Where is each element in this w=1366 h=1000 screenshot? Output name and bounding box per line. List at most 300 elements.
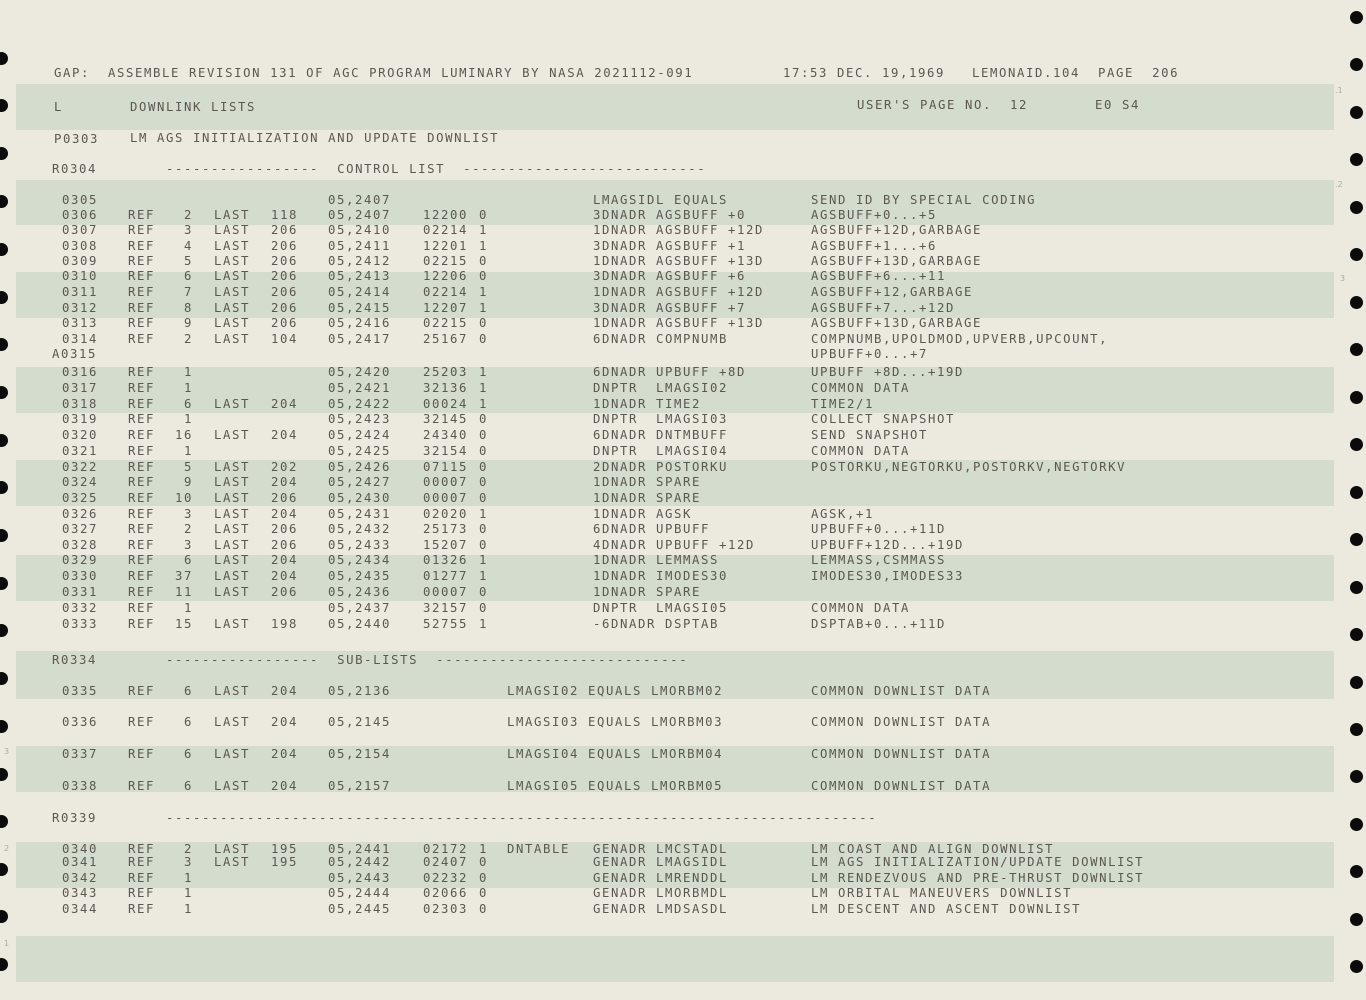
feed-hole [1350,723,1363,736]
table-row-c3: 1 [183,902,193,916]
table-row-c4: LAST [214,855,251,869]
edge-mark: .2 [1335,180,1343,189]
listing-row-c3: 15 [174,617,193,631]
sub-list-c5: 204 [270,747,298,761]
listing-row-c3: 1 [183,601,193,615]
feed-hole [1350,865,1363,878]
sub-list-c2: REF [128,684,156,698]
listing-row-f: 0 [479,316,489,330]
sub-list-addr: 05,2157 [328,779,392,793]
listing-row-addr: 05,2407 [328,193,392,207]
listing-row-f: 1 [479,239,489,253]
listing-row-code: 01326 [423,553,469,567]
listing-row-comment: COMMON DATA [811,601,911,615]
listing-row-code: 32154 [423,444,469,458]
listing-row-instr: 6DNADR COMPNUMB [593,332,729,346]
table-row-c3: 1 [183,886,193,900]
listing-row-f: 1 [479,381,489,395]
sub-list-line: 0338 [62,779,99,793]
sub-list-c2: REF [128,715,156,729]
table-row-instr: GENADR LMORBMDL [593,886,729,900]
listing-row-c5: 198 [270,617,298,631]
listing-row-c5: 204 [270,553,298,567]
sub-list-c3: 6 [183,684,193,698]
sub-list-instr: LMAGSI04 EQUALS LMORBM04 [507,747,724,761]
listing-row-c4: LAST [214,585,251,599]
table-row-code: 02407 [423,855,469,869]
listing-row-code: 25167 [423,332,469,346]
sub-list-c3: 6 [183,747,193,761]
listing-row-code: 12207 [423,301,469,315]
listing-row-instr: 1DNADR SPARE [593,585,702,599]
listing-row-c4: LAST [214,491,251,505]
listing-row-comment: COMMON DATA [811,444,911,458]
listing-row-c3: 16 [174,428,193,442]
listing-row-c3: 1 [183,381,193,395]
listing-row-c3: 8 [183,301,193,315]
listing-row-c2: REF [128,397,156,411]
feed-hole [1350,106,1363,119]
listing-row-c2: REF [128,538,156,552]
listing-row-f: 1 [479,617,489,631]
listing-row-addr: 05,2430 [328,491,392,505]
table-row-c2: REF [128,871,156,885]
sub-list-addr: 05,2136 [328,684,392,698]
listing-row-instr: 4DNADR UPBUFF +12D [593,538,756,552]
listing-row-line: 0329 [62,553,99,567]
listing-row-code: 24340 [423,428,469,442]
control-list-divider: ----------------- CONTROL LIST --------------------------- [166,162,707,176]
feed-hole [1350,248,1363,261]
listing-row-comment: COLLECT SNAPSHOT [811,412,956,426]
feed-hole [1350,676,1363,689]
feed-hole [1350,486,1363,499]
listing-row-c3: 6 [183,553,193,567]
sub-list-c5: 204 [270,684,298,698]
feed-hole [0,338,8,351]
table-row-c5: 195 [270,842,298,856]
table-row-line: 0344 [62,902,99,916]
listing-row-c4: LAST [214,460,251,474]
table-row-c3: 3 [183,855,193,869]
listing-row-instr: 1DNADR AGSBUFF +13D [593,316,765,330]
listing-row-addr: 05,2431 [328,507,392,521]
listing-row-line: 0305 [62,193,99,207]
feed-hole [0,863,8,876]
table-row-label: DNTABLE [507,842,571,856]
table-row-line: 0340 [62,842,99,856]
listing-row-f: 1 [479,397,489,411]
listing-row-code: 12200 [423,208,469,222]
listing-row-c4: LAST [214,316,251,330]
table-row-f: 0 [479,871,489,885]
listing-row-addr: 05,2407 [328,208,392,222]
listing-row-code: 00007 [423,585,469,599]
listing-row-code: 12201 [423,239,469,253]
sub-list-c2: REF [128,779,156,793]
listing-row-line: 0319 [62,412,99,426]
sub-list-c4: LAST [214,747,251,761]
listing-row-addr: 05,2414 [328,285,392,299]
listing-row-comment: LEMMASS,CSMMASS [811,553,947,567]
listing-row-c5: 206 [270,491,298,505]
table-row-c2: REF [128,886,156,900]
listing-row-c3: 9 [183,316,193,330]
listing-row-c5: 118 [270,208,298,222]
table-row-comment: LM DESCENT AND ASCENT DOWNLIST [811,902,1082,916]
sub-list-line: 0337 [62,747,99,761]
r0339-divider: ------------------------------------------------------------------------------- [166,811,878,825]
listing-row-addr: 05,2423 [328,412,392,426]
listing-row-comment: SEND SNAPSHOT [811,428,929,442]
listing-row-f: 0 [479,475,489,489]
listing-row-c4: LAST [214,285,251,299]
page-title: LEMONAID.104 PAGE 206 [972,66,1180,80]
listing-row-c3: 1 [183,365,193,379]
feed-hole [0,99,8,112]
listing-row-comment: COMPNUMB,UPOLDMOD,UPVERB,UPCOUNT, [811,332,1109,346]
listing-row-line: 0312 [62,301,99,315]
listing-row-comment: UPBUFF+0...+7 [811,347,929,361]
listing-row-f: 0 [479,208,489,222]
listing-row-comment: AGSBUFF+7...+12D [811,301,956,315]
listing-row-addr: 05,2420 [328,365,392,379]
table-row-code: 02066 [423,886,469,900]
listing-row-f: 0 [479,332,489,346]
listing-row-c2: REF [128,601,156,615]
listing-row-line: 0316 [62,365,99,379]
listing-row-comment: TIME2/1 [811,397,875,411]
listing-row-line: 0313 [62,316,99,330]
listing-row-line: 0308 [62,239,99,253]
listing-row-c4: LAST [214,507,251,521]
sub-lists-divider: ----------------- SUB-LISTS ---------------------------- [166,653,689,667]
listing-row-instr: 1DNADR SPARE [593,475,702,489]
listing-row-instr: 6DNADR UPBUFF [593,522,711,536]
table-row-code: 02303 [423,902,469,916]
sub-list-line: 0335 [62,684,99,698]
sub-list-c5: 204 [270,779,298,793]
listing-row-code: 52755 [423,617,469,631]
sub-list-c4: LAST [214,779,251,793]
listing-row-f: 1 [479,365,489,379]
listing-row-line: A0315 [52,347,98,361]
listing-row-c2: REF [128,269,156,283]
listing-row-line: 0310 [62,269,99,283]
table-row-c5: 195 [270,855,298,869]
listing-row-c2: REF [128,412,156,426]
feed-hole [1350,913,1363,926]
listing-row-code: 02215 [423,254,469,268]
listing-row-addr: 05,2433 [328,538,392,552]
listing-row-c5: 202 [270,460,298,474]
listing-row-f: 0 [479,522,489,536]
listing-row-addr: 05,2427 [328,475,392,489]
table-row-code: 02232 [423,871,469,885]
listing-row-c2: REF [128,475,156,489]
listing-row-instr: 1DNADR AGSBUFF +13D [593,254,765,268]
feed-hole [1350,770,1363,783]
listing-row-instr: 1DNADR LEMMASS [593,553,720,567]
listing-row-f: 0 [479,601,489,615]
listing-row-code: 32145 [423,412,469,426]
listing-row-c2: REF [128,316,156,330]
feed-hole [1350,11,1363,24]
listing-row-comment: DSPTAB+0...+11D [811,617,947,631]
listing-row-addr: 05,2413 [328,269,392,283]
listing-row-code: 02214 [423,223,469,237]
sub-list-line: 0336 [62,715,99,729]
table-row-comment: LM ORBITAL MANEUVERS DOWNLIST [811,886,1073,900]
table-row-addr: 05,2445 [328,902,392,916]
table-row-c3: 1 [183,871,193,885]
feed-hole [1350,391,1363,404]
listing-row-code: 02214 [423,285,469,299]
listing-row-f: 1 [479,301,489,315]
listing-row-c2: REF [128,617,156,631]
feed-hole [1350,818,1363,831]
feed-hole [0,434,8,447]
listing-row-c2: REF [128,569,156,583]
edge-mark: 1 [4,939,10,948]
listing-row-c5: 206 [270,316,298,330]
table-row-addr: 05,2441 [328,842,392,856]
sub-list-addr: 05,2145 [328,715,392,729]
sub-list-c2: REF [128,747,156,761]
listing-row-instr: 1DNADR TIME2 [593,397,702,411]
listing-row-line: 0324 [62,475,99,489]
listing-row-comment: AGSBUFF+12,GARBAGE [811,285,974,299]
listing-row-c2: REF [128,254,156,268]
table-row-f: 0 [479,886,489,900]
listing-row-code: 02020 [423,507,469,521]
r0339-id: R0339 [52,811,98,825]
listing-row-code: 02215 [423,316,469,330]
listing-row-instr: DNPTR LMAGSI02 [593,381,729,395]
listing-row-code: 01277 [423,569,469,583]
sub-list-c3: 6 [183,779,193,793]
feed-hole [0,815,8,828]
listing-row-comment: AGSBUFF+6...+11 [811,269,947,283]
feed-hole [0,52,8,65]
listing-row-addr: 05,2417 [328,332,392,346]
sub-list-instr: LMAGSI05 EQUALS LMORBM05 [507,779,724,793]
listing-row-line: 0331 [62,585,99,599]
feed-hole [0,768,8,781]
sub-list-comment: COMMON DOWNLIST DATA [811,684,992,698]
listing-row-c4: LAST [214,397,251,411]
feed-hole [0,481,8,494]
listing-row-code: 15207 [423,538,469,552]
listing-row-comment: SEND ID BY SPECIAL CODING [811,193,1037,207]
table-row-line: 0341 [62,855,99,869]
listing-row-addr: 05,2416 [328,316,392,330]
listing-row-comment: AGSBUFF+0...+5 [811,208,938,222]
listing-row-comment: POSTORKU,NEGTORKU,POSTORKV,NEGTORKV [811,460,1127,474]
listing-row-comment: AGSBUFF+12D,GARBAGE [811,223,983,237]
listing-row-line: 0332 [62,601,99,615]
listing-row-c5: 206 [270,585,298,599]
table-row-instr: GENADR LMDSASDL [593,902,729,916]
listing-row-c2: REF [128,428,156,442]
table-row-comment: LM AGS INITIALIZATION/UPDATE DOWNLIST [811,855,1145,869]
listing-row-addr: 05,2424 [328,428,392,442]
listing-row-line: 0328 [62,538,99,552]
table-row-addr: 05,2444 [328,886,392,900]
users-page-number: USER'S PAGE NO. 12 [857,98,1029,112]
listing-row-f: 0 [479,491,489,505]
listing-row-c3: 6 [183,269,193,283]
listing-row-c3: 2 [183,522,193,536]
feed-hole [1350,296,1363,309]
feed-hole [0,243,8,256]
table-row-comment: LM COAST AND ALIGN DOWNLIST [811,842,1055,856]
listing-row-c5: 206 [270,223,298,237]
listing-row-c2: REF [128,585,156,599]
listing-row-c4: LAST [214,301,251,315]
table-row-instr: GENADR LMAGSIDL [593,855,729,869]
listing-row-c5: 104 [270,332,298,346]
listing-row-c2: REF [128,444,156,458]
listing-row-comment: AGSBUFF+13D,GARBAGE [811,316,983,330]
listing-row-f: 0 [479,428,489,442]
listing-row-instr: 1DNADR SPARE [593,491,702,505]
listing-row-c2: REF [128,381,156,395]
feed-hole [0,672,8,685]
listing-row-f: 0 [479,585,489,599]
feed-hole [0,720,8,733]
listing-row-instr: 3DNADR AGSBUFF +7 [593,301,747,315]
table-row-addr: 05,2442 [328,855,392,869]
listing-row-c3: 3 [183,223,193,237]
listing-row-code: 32157 [423,601,469,615]
listing-row-c3: 6 [183,397,193,411]
listing-row-instr: DNPTR LMAGSI05 [593,601,729,615]
listing-row-f: 1 [479,569,489,583]
table-row-instr: GENADR LMCSTADL [593,842,729,856]
table-row-code: 02172 [423,842,469,856]
listing-row-comment: IMODES30,IMODES33 [811,569,965,583]
listing-row-comment: AGSK,+1 [811,507,875,521]
listing-row-addr: 05,2436 [328,585,392,599]
listing-row-code: 07115 [423,460,469,474]
listing-row-c3: 4 [183,239,193,253]
sub-lists-id: R0334 [52,653,98,667]
listing-row-f: 0 [479,444,489,458]
listing-row-line: 0333 [62,617,99,631]
listing-row-c4: LAST [214,553,251,567]
listing-row-instr: DNPTR LMAGSI04 [593,444,729,458]
feed-hole [1350,960,1363,973]
listing-row-addr: 05,2411 [328,239,392,253]
listing-row-c2: REF [128,301,156,315]
sub-list-c3: 6 [183,715,193,729]
listing-row-f: 1 [479,507,489,521]
listing-row-comment: UPBUFF+12D...+19D [811,538,965,552]
listing-row-f: 1 [479,285,489,299]
listing-row-line: 0314 [62,332,99,346]
listing-row-code: 12206 [423,269,469,283]
listing-row-c3: 3 [183,538,193,552]
listing-row-c2: REF [128,365,156,379]
listing-row-c3: 2 [183,208,193,222]
listing-row-c2: REF [128,491,156,505]
edge-mark: 3 [1340,274,1346,283]
listing-row-c2: REF [128,285,156,299]
feed-hole [1350,533,1363,546]
listing-row-c3: 37 [174,569,193,583]
feed-hole [1350,153,1363,166]
table-row-comment: LM RENDEZVOUS AND PRE-THRUST DOWNLIST [811,871,1145,885]
listing-row-c4: LAST [214,269,251,283]
feed-hole [1350,581,1363,594]
listing-row-instr: 2DNADR POSTORKU [593,460,729,474]
listing-row-line: 0325 [62,491,99,505]
table-row-c2: REF [128,842,156,856]
table-row-c4: LAST [214,842,251,856]
listing-row-c5: 204 [270,428,298,442]
listing-row-c4: LAST [214,254,251,268]
listing-row-c2: REF [128,332,156,346]
listing-row-c4: LAST [214,239,251,253]
sub-list-c5: 204 [270,715,298,729]
table-row-line: 0343 [62,886,99,900]
listing-row-c3: 11 [174,585,193,599]
program-header: GAP: ASSEMBLE REVISION 131 OF AGC PROGRAM LUMINARY BY NASA 2021112-091 [54,66,694,80]
edge-mark: 3 [4,747,10,756]
listing-row-c4: LAST [214,428,251,442]
listing-row-line: 0322 [62,460,99,474]
listing-row-c5: 206 [270,538,298,552]
listing-row-c5: 204 [270,569,298,583]
feed-hole [0,291,8,304]
listing-row-instr: -6DNADR DSPTAB [593,617,720,631]
listing-row-addr: 05,2415 [328,301,392,315]
table-row-c3: 2 [183,842,193,856]
feed-hole [0,386,8,399]
right-tractor-holes [1348,0,1366,1000]
listing-row-line: 0317 [62,381,99,395]
listing-row-comment: AGSBUFF+13D,GARBAGE [811,254,983,268]
listing-row-c4: LAST [214,538,251,552]
listing-row-f: 1 [479,223,489,237]
feed-hole [1350,201,1363,214]
listing-row-c5: 206 [270,254,298,268]
table-row-c2: REF [128,902,156,916]
listing-row-comment: AGSBUFF+1...+6 [811,239,938,253]
listing-row-f: 0 [479,538,489,552]
sub-list-c4: LAST [214,715,251,729]
listing-row-code: 00024 [423,397,469,411]
listing-row-c5: 204 [270,397,298,411]
listing-row-addr: 05,2421 [328,381,392,395]
listing-row-c2: REF [128,208,156,222]
sub-list-comment: COMMON DOWNLIST DATA [811,747,992,761]
listing-row-c4: LAST [214,208,251,222]
listing-row-c3: 7 [183,285,193,299]
listing-row-addr: 05,2426 [328,460,392,474]
listing-row-c4: LAST [214,223,251,237]
listing-row-c5: 206 [270,522,298,536]
feed-hole [0,624,8,637]
listing-row-f: 0 [479,412,489,426]
listing-row-addr: 05,2425 [328,444,392,458]
listing-row-addr: 05,2432 [328,522,392,536]
listing-row-line: 0307 [62,223,99,237]
type-code: L [54,100,64,114]
listing-row-instr: 6DNADR DNTMBUFF [593,428,729,442]
greenbar-band [16,936,1334,982]
